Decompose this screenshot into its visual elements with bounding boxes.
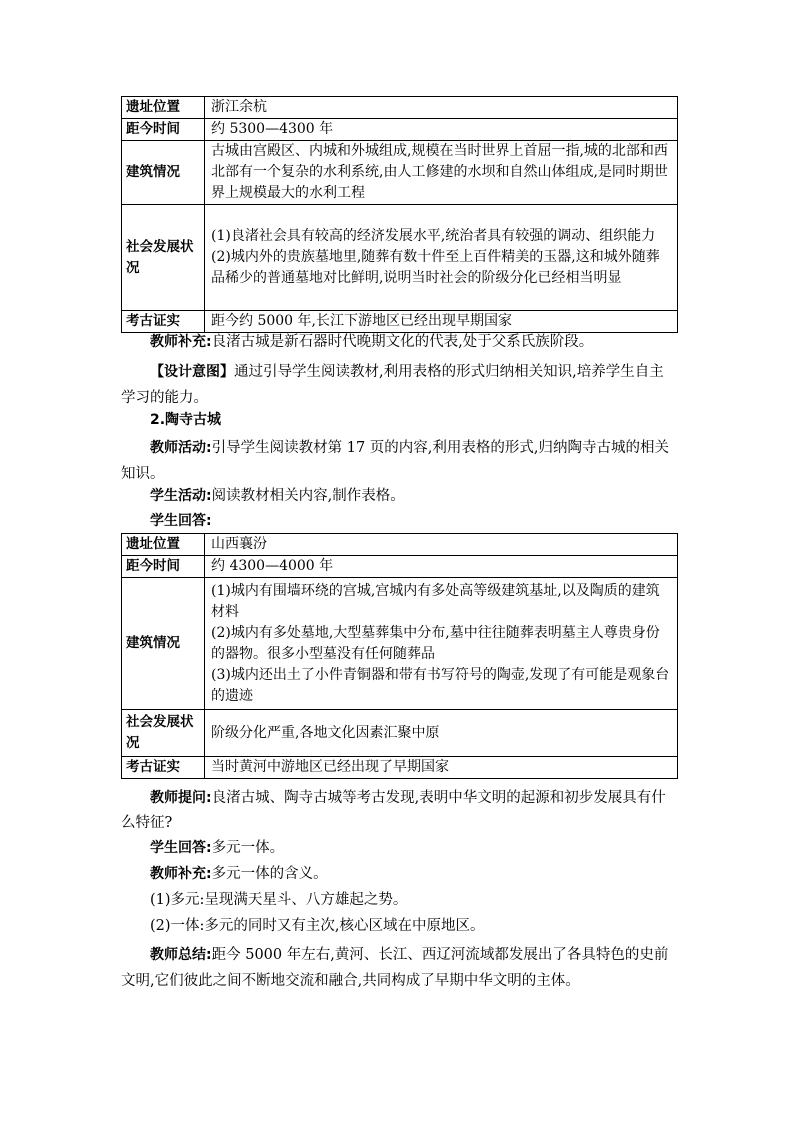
row-value-text: 距今约 5000 年,长江下游地区已经出现早期国家 [211,313,512,329]
row-value-text: (1)良渚社会具有较高的经济发展水平,统治者具有较强的调动、组织能力 [211,228,656,244]
row-value [205,757,678,779]
teacher-summary-paragraph [121,942,669,994]
table-row [122,119,678,141]
teacher-activity-paragraph [121,435,669,487]
row-label: 距今时间 [122,556,205,578]
row-label: 距今时间 [122,119,205,141]
row-label: 社会发展状况 [122,205,205,311]
teacher-question-paragraph [121,786,669,836]
table-row [122,534,678,556]
row-value [205,534,678,556]
table-row [122,311,678,333]
row-value-text: (3)城内还出土了小件青铜器和带有书写符号的陶壶,发现了有可能是观象台的遗迹 [211,666,670,704]
paragraph-label: 教师提问: [150,790,212,806]
paragraph-text: (1)多元:呈现满天星斗、八方雄起之势。 [150,892,408,908]
row-label: 遗址位置 [122,534,205,556]
table-row [122,578,678,710]
paragraph-label: 【设计意图】 [150,364,234,380]
row-value [205,119,678,141]
paragraph-text: 多元一体的含义。 [211,866,328,882]
row-value-text: 古城由宫殿区、内城和外城组成,规模在当时世界上首屈一指,城的北部和西北部有一个复杂的水利系统,由人工修建的水坝和自然山体组成,是同时期世界上规模最大的水利工程 [211,143,668,201]
paragraph-label: 教师总结: [150,947,212,963]
unity-point [121,916,669,937]
liangzhu-table [121,96,678,333]
paragraph-text: 通过引导学生阅读教材,利用表格的形式归纳相关知识,培养学生自主学习的能力。 [121,364,664,406]
student-answer-heading [121,511,669,532]
row-value-text: 当时黄河中游地区已经出现了早期国家 [211,759,449,775]
teacher-supplement-paragraph-2 [121,864,669,885]
row-value-text: 约 4300—4000 年 [211,558,334,574]
section-heading [121,410,669,431]
paragraph-text: 阅读教材相关内容,制作表格。 [211,488,405,504]
row-value [205,578,678,710]
table-row [122,710,678,757]
row-value-text: 山西襄汾 [211,536,267,552]
row-value [205,97,678,119]
row-value [205,311,678,333]
design-intent-paragraph [121,359,669,411]
row-label: 考古证实 [122,757,205,779]
row-value-text: (2)城内有多处墓地,大型墓葬集中分布,墓中往往随葬表明墓主人尊贵身份的器物。很多小型墓没有任何随葬品 [211,624,660,662]
paragraph-label: 教师活动: [150,440,212,456]
pluralism-point [121,890,669,911]
row-value-text: (1)城内有围墙环绕的宫城,宫城内有多处高等级建筑基址,以及陶质的建筑材料 [211,582,660,620]
row-value [205,141,678,205]
row-value-text: 浙江余杭 [211,99,267,115]
table-row [122,141,678,205]
row-label: 考古证实 [122,311,205,333]
row-value [205,205,678,311]
table-row [122,757,678,779]
paragraph-label: 学生活动: [150,488,212,504]
table-row [122,97,678,119]
row-label: 社会发展状况 [122,710,205,757]
student-activity-paragraph [121,486,669,507]
paragraph-label: 教师补充: [150,866,212,882]
taosi-table [121,533,678,779]
paragraph-label: 学生回答: [150,513,212,529]
row-label: 建筑情况 [122,578,205,710]
teacher-supplement-paragraph [121,332,669,353]
paragraph-text: 引导学生阅读教材第 17 页的内容,利用表格的形式,归纳陶寺古城的相关知识。 [121,440,669,482]
row-value-text: (2)城内外的贵族墓地里,随葬有数十件至上百件精美的玉器,这和城外随葬品稀少的普通墓地对比鲜明,说明当时社会的阶级分化已经相当明显 [211,249,660,286]
section-title: 2.陶寺古城 [150,412,222,428]
paragraph-text: 良渚古城、陶寺古城等考古发现,表明中华文明的起源和初步发展具有什么特征? [121,790,666,831]
paragraph-text: 良渚古城是新石器时代晚期文化的代表,处于父系氏族阶段。 [211,334,594,350]
row-value-text: 约 5300—4300 年 [211,121,334,137]
paragraph-text: 距今 5000 年左右,黄河、长江、西辽河流域都发展出了各具特色的史前文明,它们彼此之间不断地交流和融合,共同构成了早期中华文明的主体。 [121,947,669,989]
row-label: 遗址位置 [122,97,205,119]
paragraph-label: 学生回答: [150,840,212,856]
paragraph-text: 多元一体。 [211,840,285,856]
row-label: 建筑情况 [122,141,205,205]
row-value [205,556,678,578]
row-value [205,710,678,757]
student-answer-paragraph [121,838,669,859]
paragraph-text: (2)一体:多元的同时又有主次,核心区域在中原地区。 [150,918,485,934]
paragraph-label: 教师补充: [150,334,212,350]
table-row [122,556,678,578]
row-value-text: 阶级分化严重,各地文化因素汇聚中原 [211,724,440,741]
table-row [122,205,678,311]
